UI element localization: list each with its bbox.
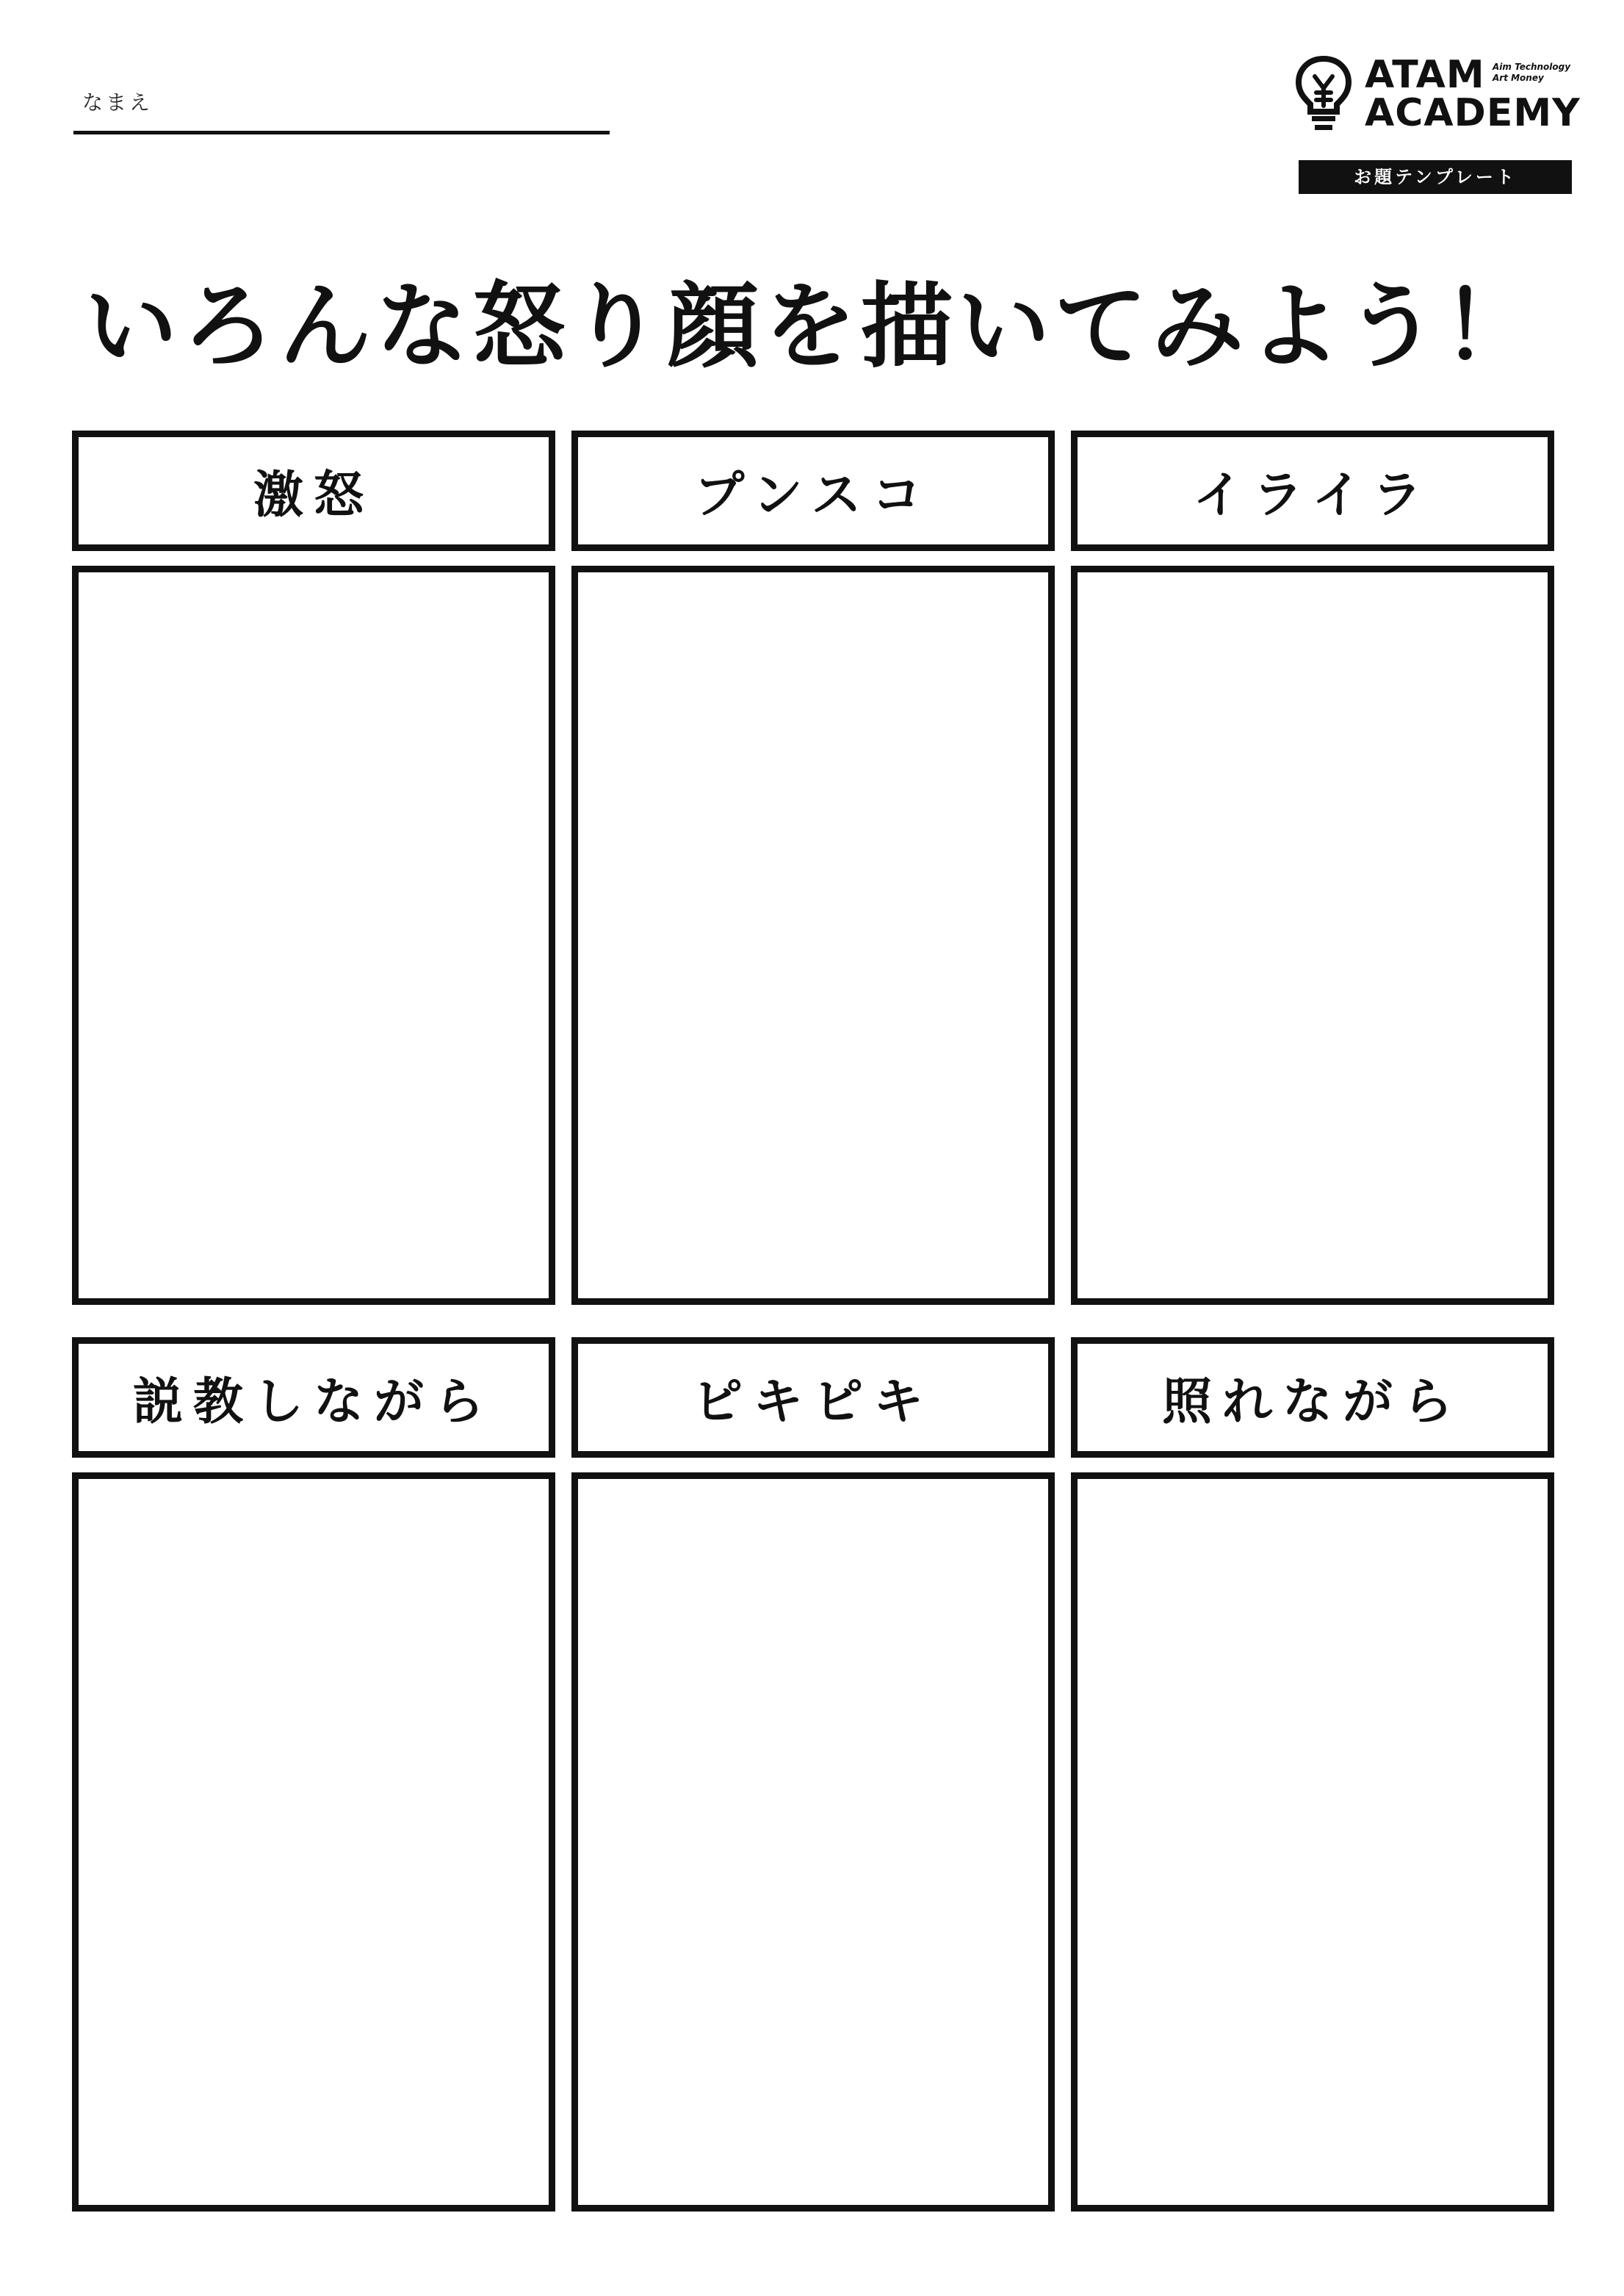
panel-label-3: イライラ bbox=[1071, 431, 1554, 551]
page-title: いろんな怒り顔を描いてみよう！ bbox=[84, 273, 1540, 381]
panel-label-1: 激怒 bbox=[72, 431, 555, 551]
panel-label-5: ピキピキ bbox=[571, 1337, 1055, 1458]
name-input-line[interactable] bbox=[73, 131, 610, 134]
template-band: お題テンプレート bbox=[1299, 160, 1572, 194]
atam-academy-logo bbox=[1294, 53, 1581, 201]
drawing-area-3[interactable] bbox=[1071, 566, 1554, 1305]
drawing-area-1[interactable] bbox=[72, 566, 555, 1305]
panel-label-4: 説教しながら bbox=[72, 1337, 555, 1458]
panel-label-2: プンスコ bbox=[571, 431, 1055, 551]
drawing-area-2[interactable] bbox=[571, 566, 1055, 1305]
logo-tagline-2: Art Money bbox=[1493, 73, 1544, 83]
logo-text-atam: ATAM bbox=[1365, 53, 1485, 97]
logo-text-academy: ACADEMY bbox=[1365, 91, 1581, 135]
logo-tagline bbox=[1493, 62, 1570, 84]
lightbulb-yen-icon bbox=[1294, 54, 1353, 135]
panel-label-6: 照れながら bbox=[1071, 1337, 1554, 1458]
drawing-area-5[interactable] bbox=[571, 1472, 1055, 2212]
logo-tagline-1: Aim Technology bbox=[1493, 62, 1571, 72]
name-label: なまえ bbox=[82, 90, 154, 115]
drawing-area-6[interactable] bbox=[1071, 1472, 1554, 2212]
drawing-area-4[interactable] bbox=[72, 1472, 555, 2212]
